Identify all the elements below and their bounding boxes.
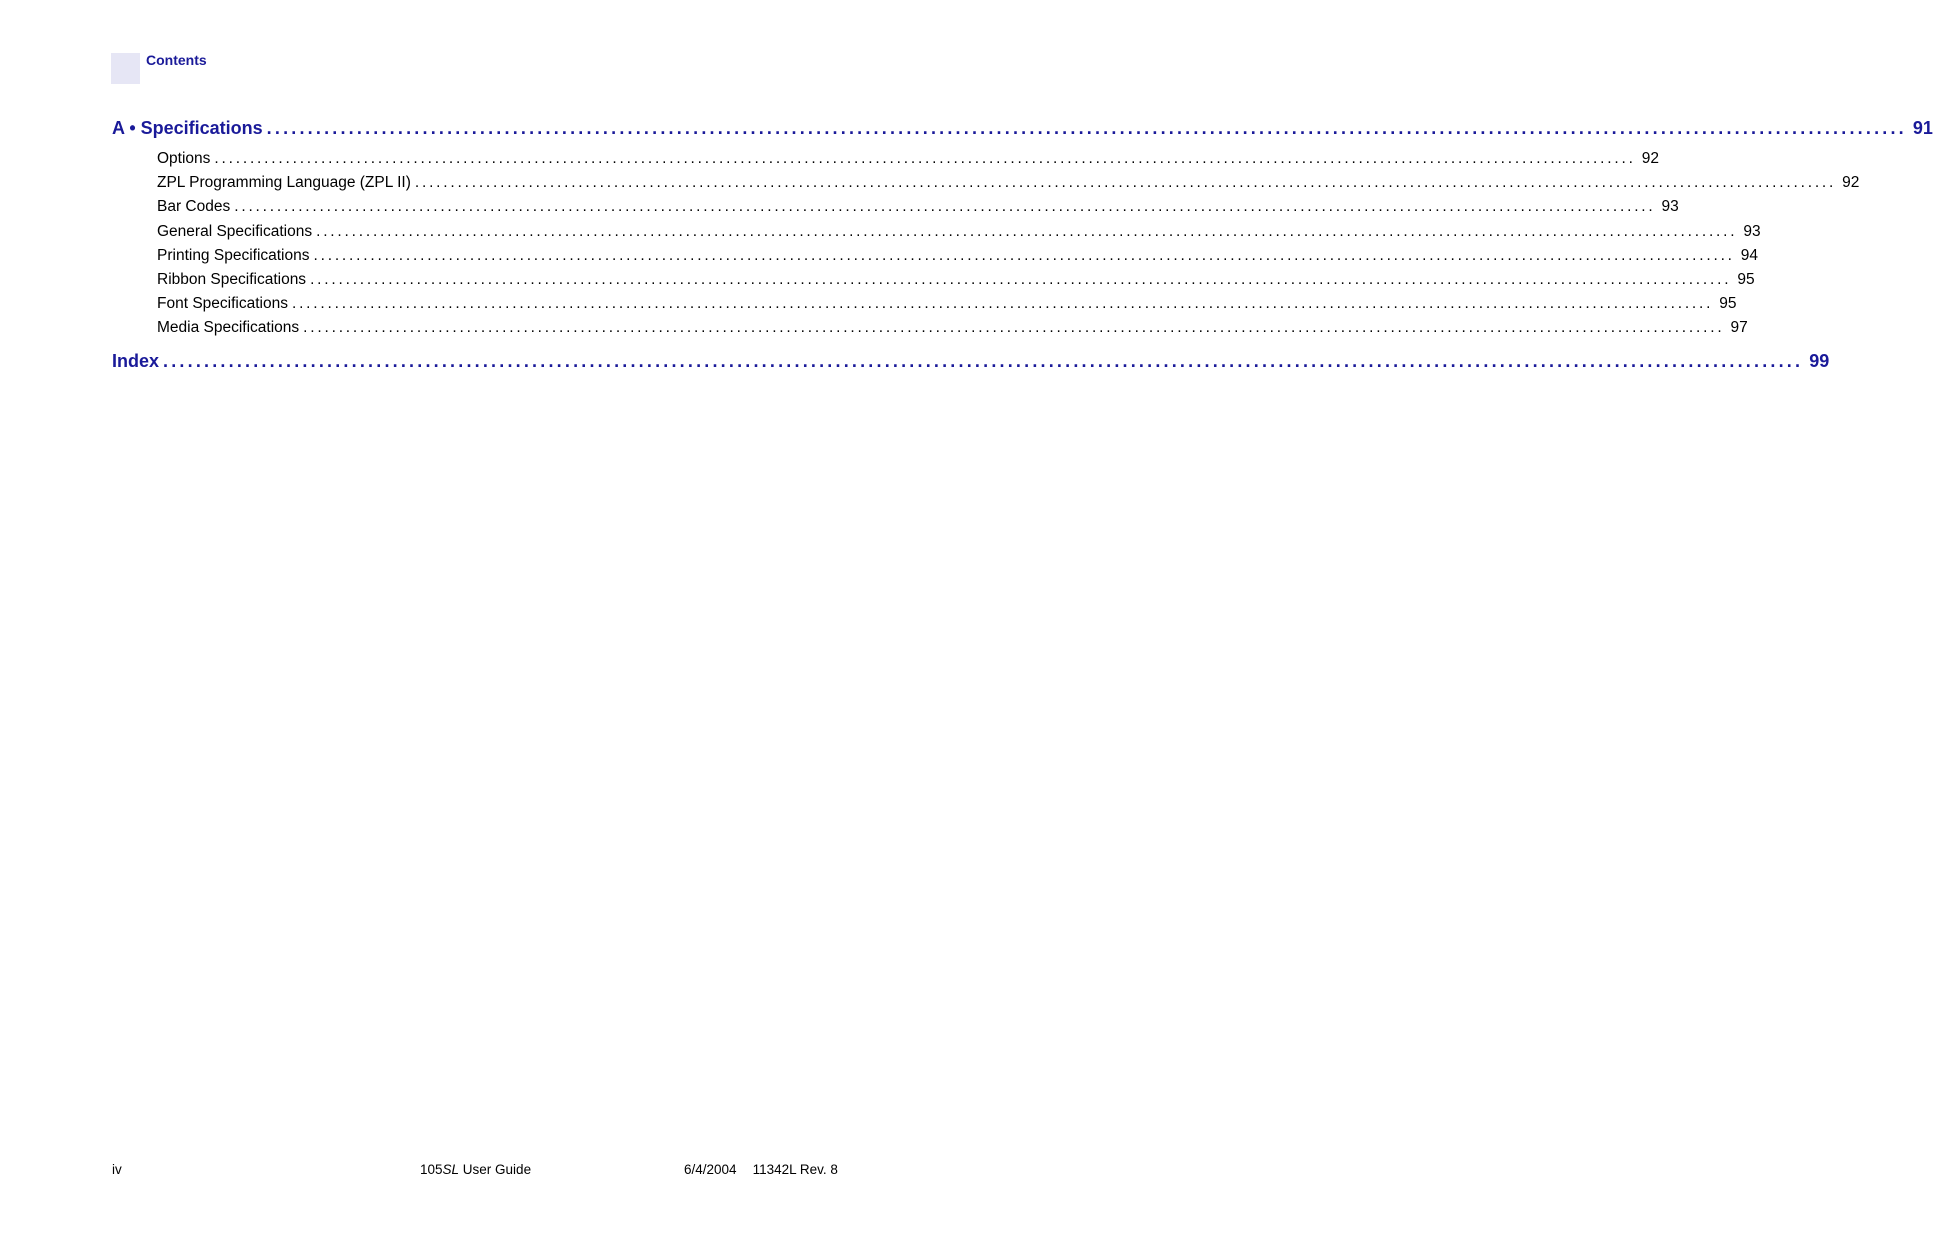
toc-subentry[interactable] [157,271,1755,289]
dot-leader: ........................................................................................................................................................................................................ [234,198,1656,215]
footer-guide-name: User Guide [459,1162,532,1177]
toc-subentry-page[interactable]: 94 [1740,247,1759,264]
dot-leader: ........................................................................................................................................................................................................ [414,174,1837,191]
footer-model-suffix: SL [442,1162,460,1177]
toc-entry-appendix-a[interactable] [112,118,1933,139]
toc-entry-title[interactable]: A • Specifications [112,118,263,138]
toc-subentry-page[interactable]: 92 [1842,174,1860,191]
toc-subentry-title[interactable]: ZPL Programming Language (ZPL II) [157,174,411,191]
toc-subentry-page[interactable]: 93 [1661,198,1679,215]
footer-part-number: 11342L Rev. 8 [752,1162,838,1177]
toc-subentry[interactable] [157,198,1679,216]
toc-subentry[interactable] [157,295,1737,313]
section-header-label: Contents [146,52,207,68]
toc-subentry-title[interactable]: Font Specifications [157,295,288,312]
dot-leader: ........................................................................................................................................................................................................ [316,223,1738,240]
toc-subentry[interactable] [157,247,1759,265]
toc-entry-index[interactable] [112,351,1830,372]
toc-subentry-title[interactable]: Media Specifications [157,319,300,336]
header-tab-marker [111,53,140,84]
dot-leader: ........................................................................................................................................................................................................ [303,319,1725,336]
toc-subentry-page[interactable]: 92 [1641,150,1659,167]
dot-leader: ........................................................................................................................................................................................................ [163,351,1804,371]
toc-subentry[interactable] [157,223,1761,241]
toc-entry-title[interactable]: Index [112,351,160,371]
dot-leader: ........................................................................................................................................................................................................ [266,118,1907,138]
footer-page-number: iv [112,1162,122,1177]
toc-subentry-title[interactable]: General Specifications [157,223,313,240]
toc-subentry-title[interactable]: Printing Specifications [157,247,310,264]
toc-subentry[interactable] [157,174,1860,192]
toc-subentry-page[interactable]: 97 [1730,319,1748,336]
footer-revision-info [684,1162,838,1177]
toc-subentry[interactable] [157,150,1659,168]
toc-subentry-title[interactable]: Options [157,150,211,167]
footer-model-number: 105 [420,1162,443,1177]
toc-subentry[interactable] [157,319,1748,337]
toc-subentry-title[interactable]: Ribbon Specifications [157,271,307,288]
toc-subentry-page[interactable]: 95 [1719,295,1737,312]
footer-date: 6/4/2004 [684,1162,737,1177]
dot-leader: ........................................................................................................................................................................................................ [310,271,1732,288]
dot-leader: ........................................................................................................................................................................................................ [291,295,1714,312]
toc-entry-page[interactable]: 91 [1912,118,1933,138]
dot-leader: ........................................................................................................................................................................................................ [313,247,1735,264]
toc-subentry-title[interactable]: Bar Codes [157,198,231,215]
toc-entry-page[interactable]: 99 [1809,351,1830,371]
toc-subentry-page[interactable]: 95 [1737,271,1755,288]
toc-subentry-page[interactable]: 93 [1743,223,1761,240]
footer-document-title [420,1162,531,1177]
dot-leader: ........................................................................................................................................................................................................ [214,150,1636,167]
